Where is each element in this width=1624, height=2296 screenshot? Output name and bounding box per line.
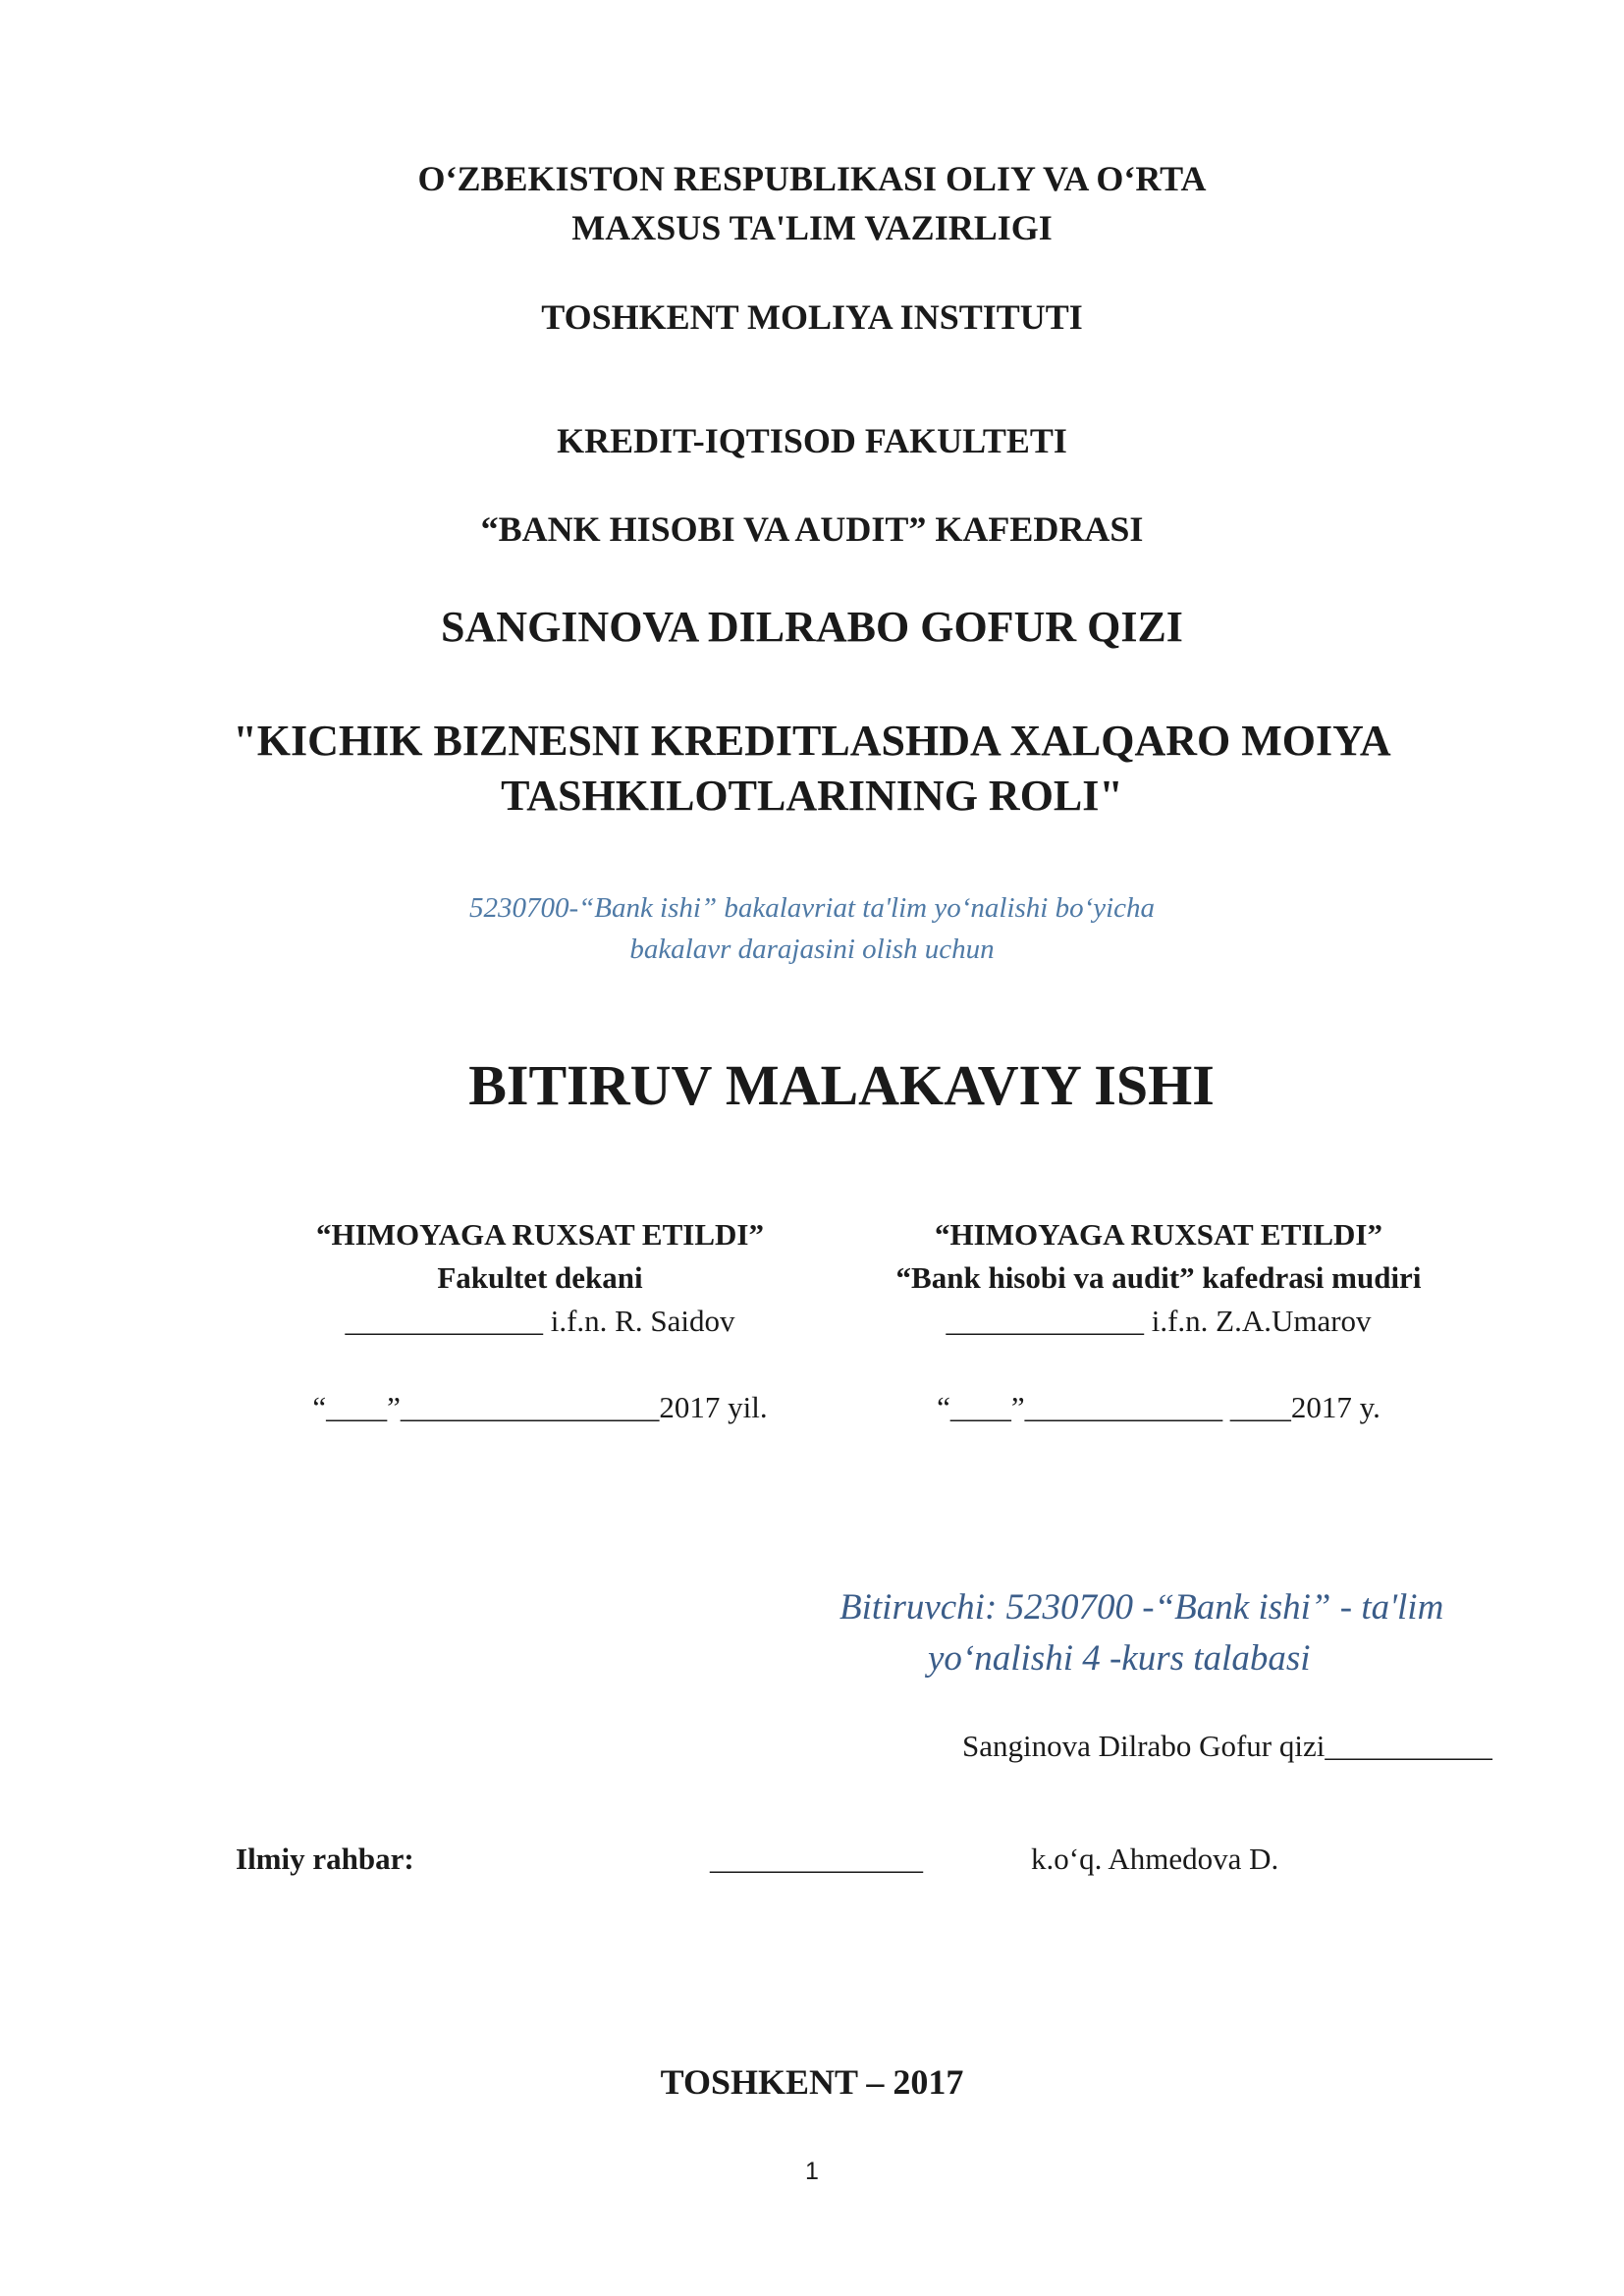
city-year: TOSHKENT – 2017 [660,2062,964,2102]
ministry-line-2: MAXSUS TA'LIM VAZIRLIGI [571,208,1053,247]
supervisor-label: Ilmiy rahbar: [236,1842,414,1876]
approval-left-role: Fakultet dekani [437,1260,643,1295]
author-name: SANGINOVA DILRABO GOFUR QIZI [441,603,1183,651]
thesis-topic [0,714,1624,824]
supervisor-name: k.o‘q. Ahmedova D. [1031,1842,1279,1876]
department-name: “BANK HISOBI VA AUDIT” KAFEDRASI [480,509,1144,549]
topic-line-1: "KICHIK BIZNESNI KREDITLASHDA XALQARO MOIYA [233,717,1391,765]
approval-right-role: “Bank hisobi va audit” kafedrasi mudiri [895,1260,1422,1295]
approval-left-date: “____”_________________2017 yil. [312,1390,768,1424]
approval-right-signature: _____________ i.f.n. Z.A.Umarov [946,1304,1372,1338]
approval-right [844,1213,1473,1429]
graduate-signature: Sanginova Dilrabo Gofur qizi___________ [962,1729,1492,1763]
purpose-line-2: bakalavr darajasini olish uchun [629,934,995,965]
document-type: BITIRUV MALAKAVIY ISHI [468,1053,1215,1117]
graduate-info-line-2: yo‘nalishi 4 -kurs talabasi [928,1638,1311,1679]
supervisor-signature-line: ______________ [710,1842,923,1876]
topic-line-2: TASHKILOTLARINING ROLI" [501,772,1123,820]
degree-purpose [0,887,1624,970]
approval-left [245,1213,835,1429]
approval-left-title: “HIMOYAGA RUXSAT ETILDI” [316,1217,764,1252]
approval-right-title: “HIMOYAGA RUXSAT ETILDI” [935,1217,1382,1252]
approval-left-signature: _____________ i.f.n. R. Saidov [345,1304,735,1338]
ministry-heading [0,154,1624,252]
ministry-line-1: O‘ZBEKISTON RESPUBLIKASI OLIY VA O‘RTA [417,159,1207,198]
purpose-line-1: 5230700-“Bank ishi” bakalavriat ta'lim yo‘nalishi bo‘yicha [468,892,1156,924]
approval-right-date: “____”_____________ ____2017 y. [937,1390,1380,1424]
graduate-info-line-1: Bitiruvchi: 5230700 -“Bank ishi” - ta'lim [839,1587,1444,1628]
faculty-name: KREDIT-IQTISOD FAKULTETI [557,421,1067,460]
page-number: 1 [805,2158,819,2185]
institute-name: TOSHKENT MOLIYA INSTITUTI [541,297,1083,337]
